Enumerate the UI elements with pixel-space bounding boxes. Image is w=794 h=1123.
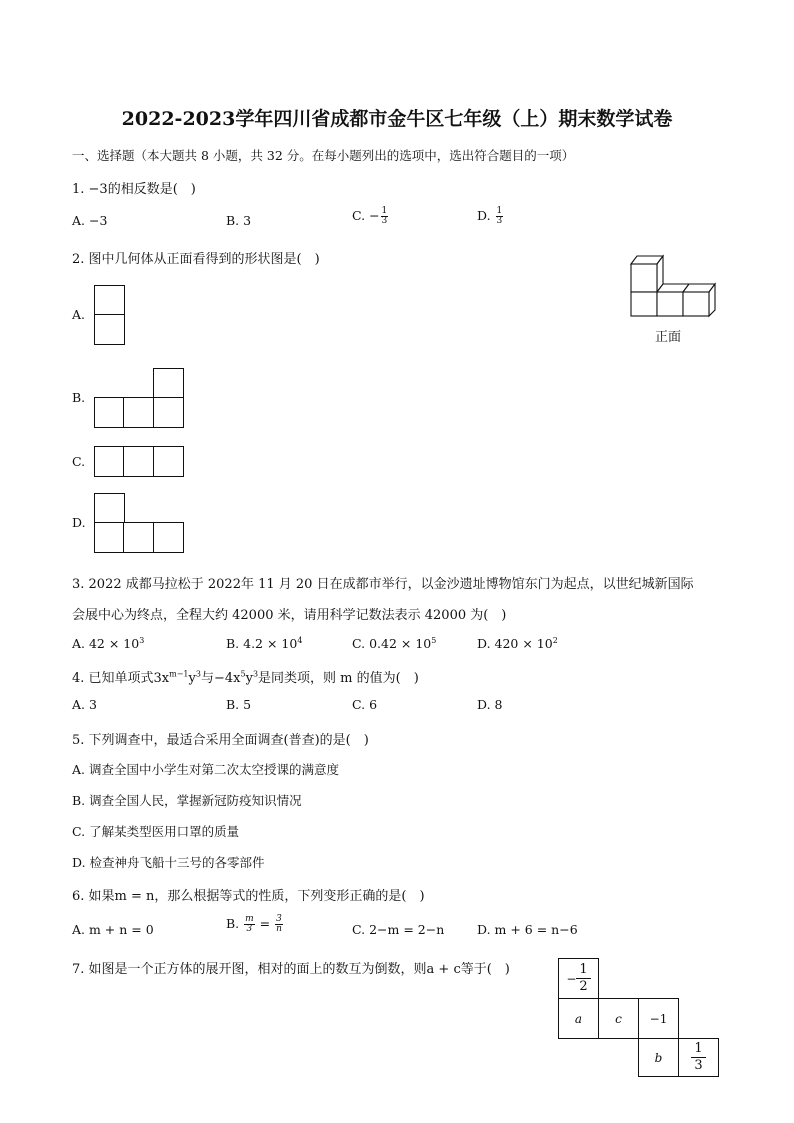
q2-stem: 2. 图中几何体从正面看得到的形状图是( ) <box>72 252 320 267</box>
net-cell-c: c <box>598 998 639 1039</box>
q1-option-d: D. $\frac{1}{3}$ <box>477 206 503 226</box>
q2-option-c-label: C. <box>72 454 86 469</box>
q4-option-d: D. 8 <box>477 697 503 712</box>
figure-caption: 正面 <box>655 330 682 345</box>
q2-b-square-3 <box>153 397 184 428</box>
q2-option-a-label: A. <box>72 307 86 322</box>
q2-option-d-label: D. <box>72 515 86 530</box>
q2-d-square-3 <box>153 522 184 553</box>
net-cell-top: − $\frac{1}{2}$ <box>558 958 599 999</box>
q4-option-a: A. 3 <box>72 697 97 712</box>
q3-option-c: C. $0.42 \times 10^5$ <box>352 635 437 651</box>
q7-stem: 7. 如图是一个正方体的展开图，相对的面上的数互为倒数，则a + c等于( ) <box>72 962 510 977</box>
q5-option-b: B. 调查全国人民，掌握新冠防疫知识情况 <box>72 793 302 808</box>
q5-option-c: C. 了解某类型医用口罩的质量 <box>72 824 240 839</box>
q3-option-a: A. $42 \times 10^3$ <box>72 635 145 651</box>
q2-b-square-1 <box>94 397 125 428</box>
q2-option-b-label: B. <box>72 390 86 405</box>
q3-stem-line2: 会展中心为终点，全程大约 42000 米，请用科学记数法表示 42000 为( ) <box>72 608 507 623</box>
q4-stem: 4. 已知单项式$3x^{m-1}y^3$与$-4x^5y^3$是同类项，则 m 的值为( ) <box>72 669 419 686</box>
q2-b-square-2 <box>123 397 154 428</box>
net-cell-frac: 1 3 <box>678 1038 719 1077</box>
q2-solid-figure <box>626 254 726 322</box>
q6-option-d: D. m + 6 = n−6 <box>477 922 578 937</box>
q4-option-c: C. 6 <box>352 697 378 712</box>
page-title: 2022-2023学年四川省成都市金牛区七年级（上）期末数学试卷 <box>121 108 673 130</box>
q1-option-c: C. − $\frac{1}{3}$ <box>352 206 388 226</box>
q6-stem: 6. 如果m = n，那么根据等式的性质，下列变形正确的是( ) <box>72 889 425 904</box>
q1-option-a: A. −3 <box>72 213 108 228</box>
q2-d-square-top <box>94 493 125 524</box>
q5-option-d: D. 检查神舟飞船十三号的各零部件 <box>72 855 265 870</box>
q1-stem: 1. −3的相反数是( ) <box>72 182 196 197</box>
q5-option-a: A. 调查全国中小学生对第二次太空授课的满意度 <box>72 762 339 777</box>
q6-option-b: B. $\frac{m}{3}$ = $\frac{3}{n}$ <box>226 914 282 934</box>
q3-option-d: D. $420 \times 10^2$ <box>477 635 558 651</box>
q2-a-square-bottom <box>94 314 125 345</box>
q1-option-b: B. 3 <box>226 213 252 228</box>
q2-d-square-1 <box>94 522 125 553</box>
q3-option-b: B. $4.2 \times 10^4$ <box>226 635 303 651</box>
q6-option-c: C. 2−m = 2−n <box>352 922 445 937</box>
q2-b-square-top <box>153 368 184 399</box>
q2-c-square-1 <box>94 446 125 477</box>
net-cell-a: a <box>558 998 599 1039</box>
q6-option-a: A. m + n = 0 <box>72 922 154 937</box>
q2-d-square-2 <box>123 522 154 553</box>
q2-c-square-2 <box>123 446 154 477</box>
q2-a-square-top <box>94 285 125 316</box>
q4-option-b: B. 5 <box>226 697 252 712</box>
q5-stem: 5. 下列调查中，最适合采用全面调查(普查)的是( ) <box>72 733 369 748</box>
q3-stem-line1: 3. 2022 成都马拉松于 2022年 11 月 20 日在成都市举行，以金沙遗址博物馆东门为起点，以世纪城新国际 <box>72 577 694 592</box>
net-cell-neg1: −1 <box>638 998 679 1039</box>
q2-c-square-3 <box>153 446 184 477</box>
section-heading: 一、选择题（本大题共 8 小题，共 32 分。在每小题列出的选项中，选出符合题目的一项） <box>72 148 575 163</box>
net-cell-b: b <box>638 1038 679 1077</box>
